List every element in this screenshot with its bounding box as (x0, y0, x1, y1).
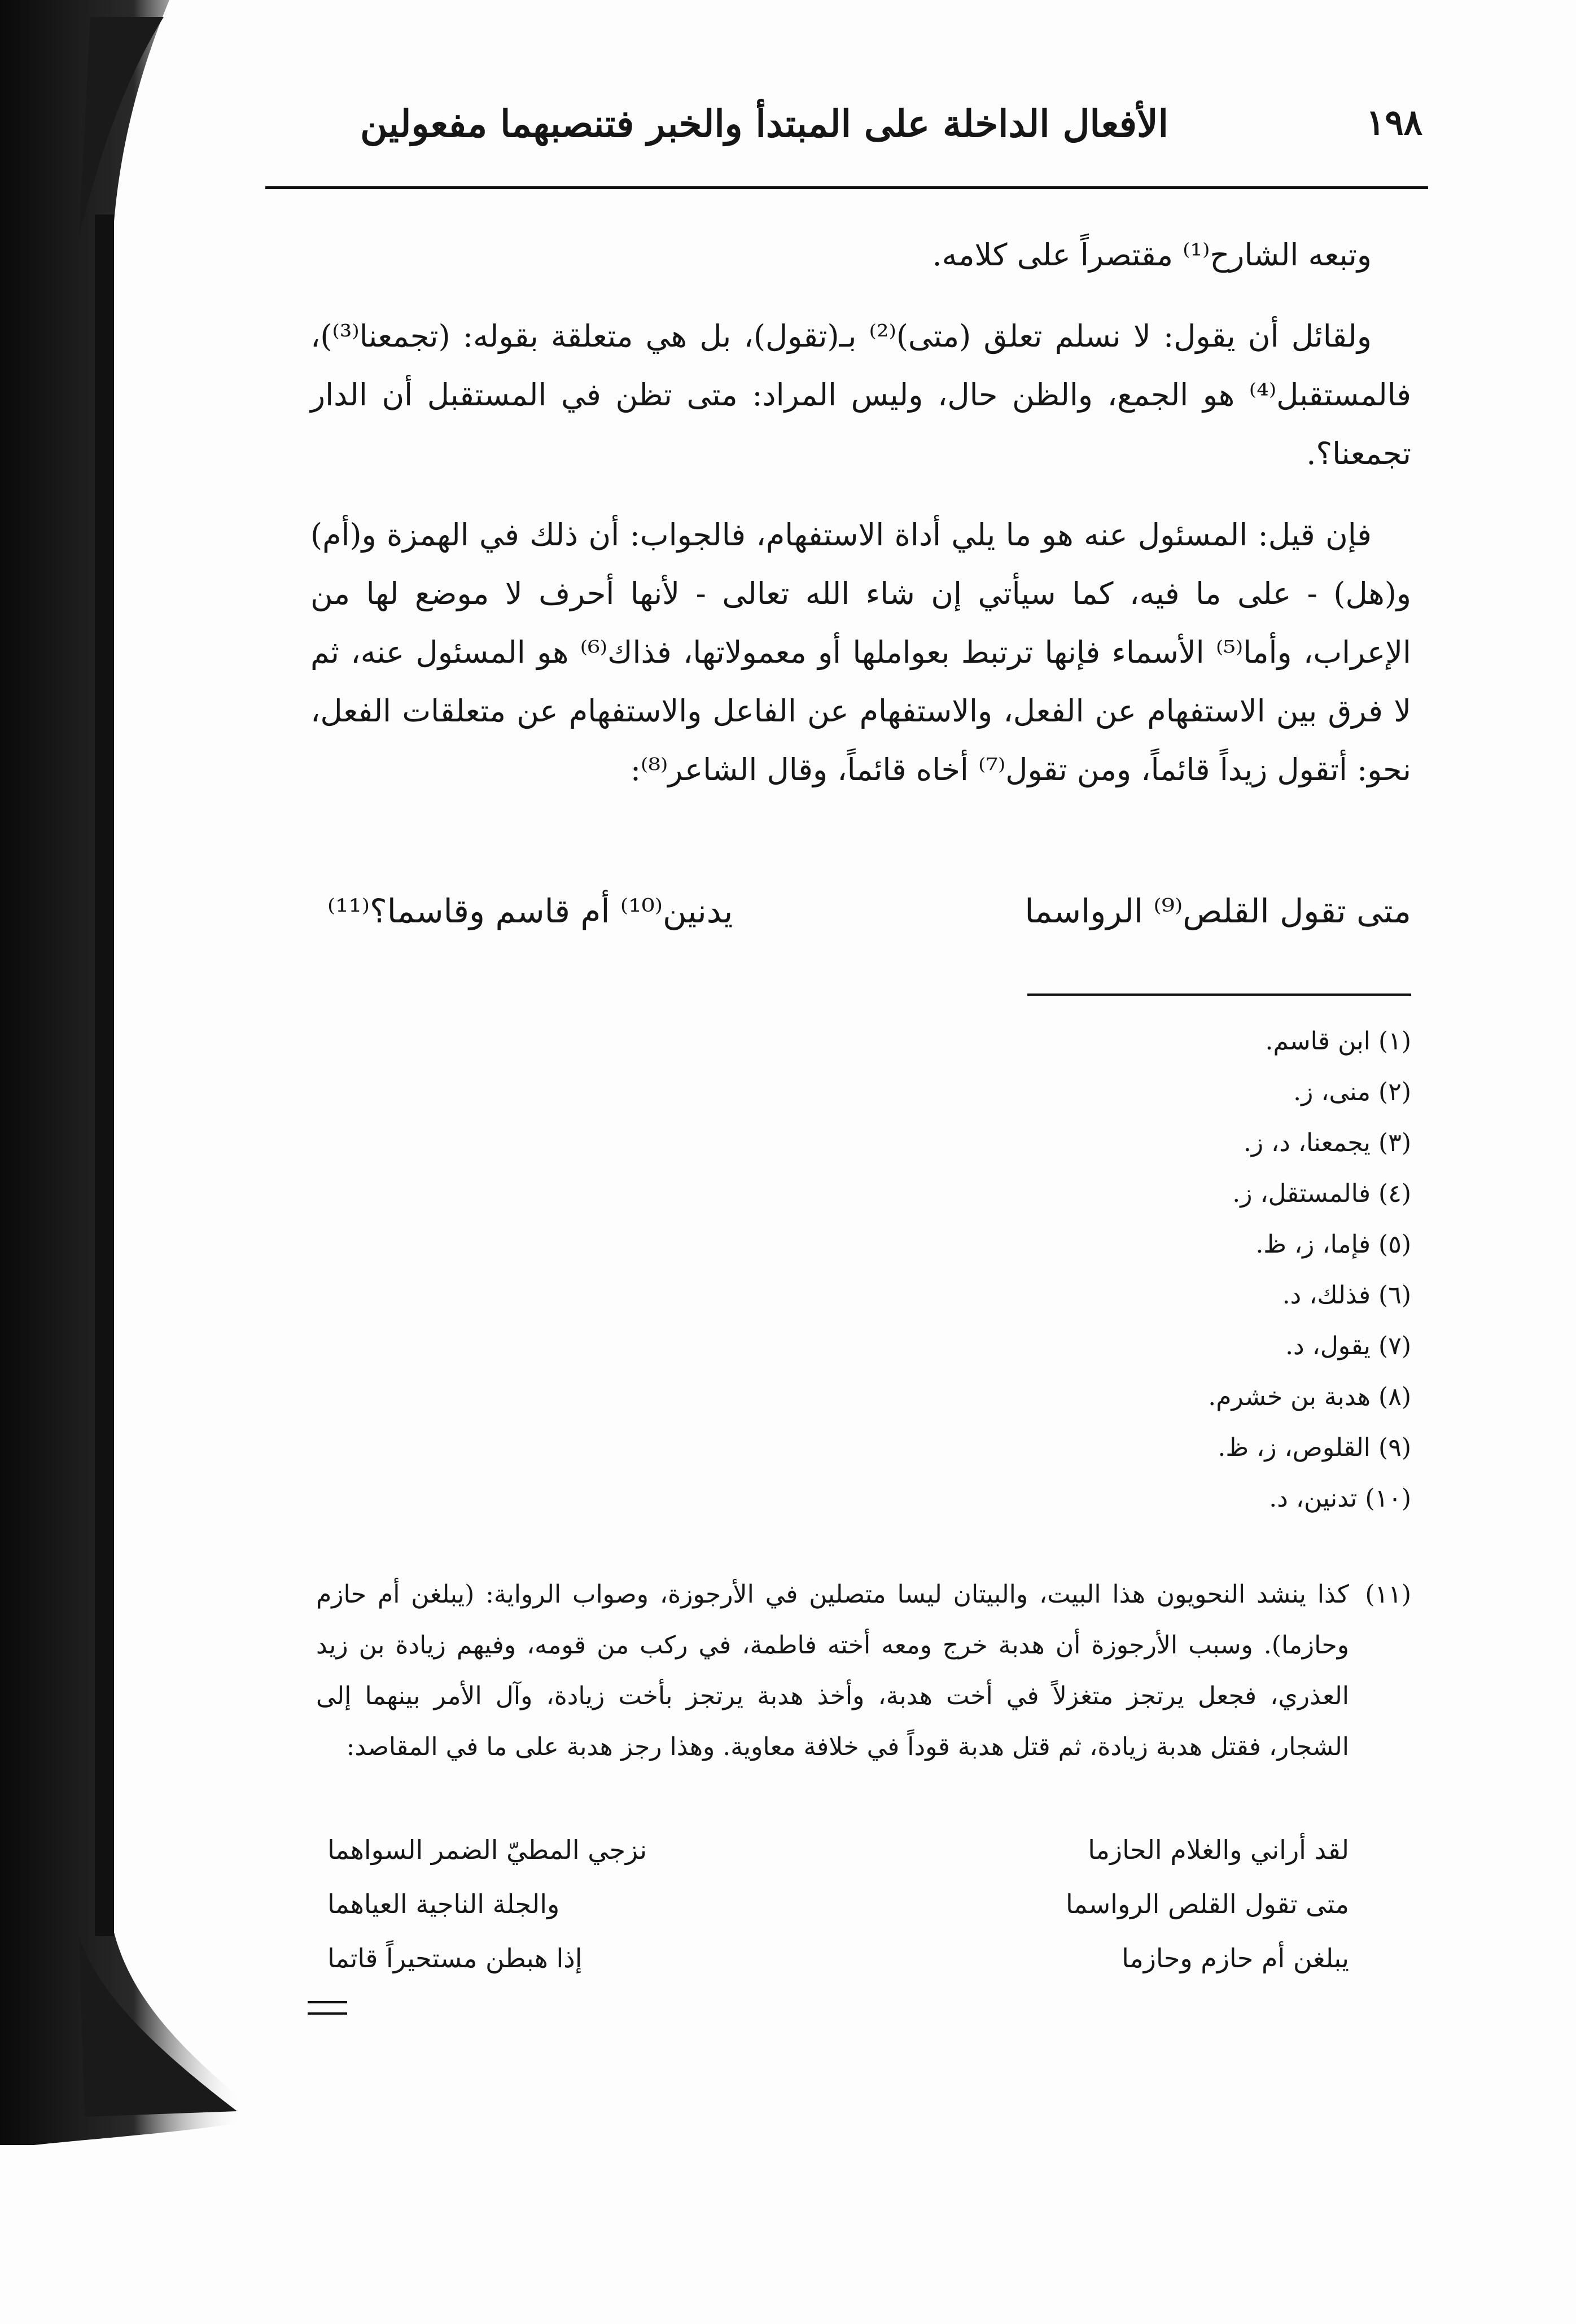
verse-second-hemistich: يدنين⁽¹⁰⁾ أم قاسم وقاسما؟⁽¹¹⁾ (327, 892, 733, 930)
page-header (310, 79, 1439, 164)
page-number: ١٩٨ (1366, 102, 1422, 143)
poem-first-hemistich: لقد أراني والغلام الحازما (1088, 1835, 1349, 1865)
footnote: (٢) منى، ز. (1293, 1078, 1411, 1106)
paragraph: ولقائل أن يقول: لا نسلم تعلق (متى)⁽²⁾ بـ(تقول)، بل هي متعلقة بقوله: (تجمعنا⁽³⁾)، فالمستقبل⁽⁴⁾ هو الجمع، والظن حال، وليس المراد: متى تظن في المستقبل أن الدار تجمعنا؟. (310, 318, 1411, 471)
footnote: (٦) فذلك، د. (1282, 1281, 1411, 1310)
footnote: (١) ابن قاسم. (1265, 1027, 1411, 1056)
binding-shadow (0, 0, 265, 2324)
poem-line (327, 1835, 1349, 1889)
footnote-long (316, 1569, 1411, 1772)
footnote-text: كذا ينشد النحويون هذا البيت، والبيتان ليسا متصلين في الأرجوزة، وصواب الرواية: (يبلغن أم حازم وحازما). وسبب الأرجوزة أن هدبة خرج ومعه أخته فاطمة، في ركب من قومه، وفيهم زيادة بن زيد العذري، فجعل يرتجز متغزلاً في أخت هدبة، وأخذ هدبة يرتجز بأخت زيادة، وآل الأمر بينهما إلى الشجار، فقتل هدبة زيادة، ثم قتل هدبة قوداً في خلافة معاوية. وهذا رجز هدبة على ما في المقاصد: (316, 1580, 1349, 1761)
end-mark (308, 2001, 347, 2015)
poem-second-hemistich: والجلة الناجية العياهما (327, 1889, 560, 1919)
main-text (310, 226, 1411, 822)
verse-first-hemistich: متى تقول القلص⁽⁹⁾ الرواسما (1025, 892, 1411, 930)
poem-first-hemistich: متى تقول القلص الرواسما (1066, 1889, 1349, 1919)
paragraph: فإن قيل: المسئول عنه هو ما يلي أداة الاستفهام، فالجواب: أن ذلك في الهمزة و(أم) و(هل) - على ما فيه، كما سيأتي إن شاء الله تعالى - لأنها أحرف لا موضع لها من الإعراب، وأما⁽⁵⁾ الأسماء فإنها ترتبط بعواملها أو معمولاتها، فذاك⁽⁶⁾ هو المسئول عنه، ثم لا فرق بين الاستفهام عن الفعل، والاستفهام عن الفاعل والاستفهام عن متعلقات الفعل، نحو: أتقول زيداً قائماً، ومن تقول⁽⁷⁾ أخاه قائماً، وقال الشاعر⁽⁸⁾: (310, 517, 1411, 787)
footnote: (٤) فالمستقل، ز. (1232, 1179, 1411, 1208)
footnote-number: (١١) (1365, 1580, 1411, 1609)
poem-second-hemistich: إذا هبطن مستحيراً قاتما (327, 1943, 583, 1973)
footnote: (٥) فإما، ز، ظ. (1255, 1230, 1411, 1259)
poem-second-hemistich: نزجي المطيّ الضمر السواهما (327, 1835, 647, 1865)
poem-line (327, 1943, 1349, 1997)
footnote: (٩) القلوص، ز، ظ. (1218, 1433, 1411, 1462)
poem-first-hemistich: يبلغن أم حازم وحازما (1122, 1943, 1349, 1973)
poem-line (327, 1889, 1349, 1943)
footnote-separator (1027, 994, 1411, 996)
footnote: (٨) هدبة بن خشرم. (1208, 1382, 1411, 1411)
footnote: (١٠) تدنين، د. (1269, 1484, 1411, 1513)
paragraph: وتبعه الشارح⁽¹⁾ مقتصراً على كلامه. (932, 237, 1372, 273)
footnotes-list (316, 1016, 1411, 1524)
header-rule (265, 186, 1428, 189)
running-title: الأفعال الداخلة على المبتدأ والخبر فتنصبهما مفعولين (360, 102, 1168, 146)
footnote: (٧) يقول، د. (1285, 1332, 1411, 1360)
footnote: (٣) يجمعنا، د، ز. (1243, 1128, 1411, 1157)
quoted-verse (310, 892, 1411, 954)
rajaz-poem (327, 1835, 1349, 1997)
